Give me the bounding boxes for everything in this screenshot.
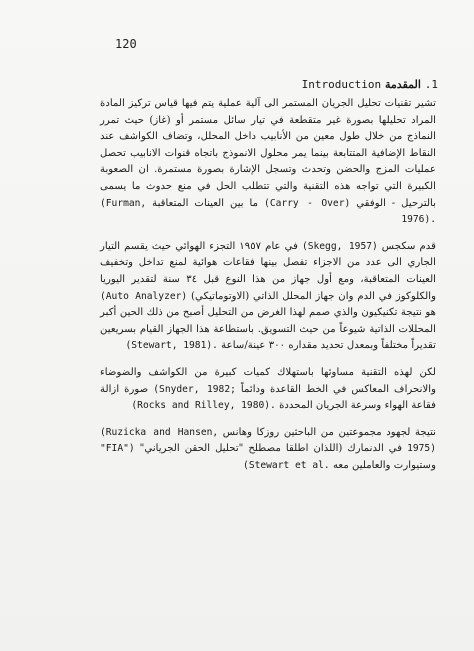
paragraph-3-text: لكن لهذه التقنية مساوئها باستهلاك كميات كبيرة من الكواشف والضوضاء والانحراف المعاكس في الخط القاعدة ودائماً — [100, 366, 436, 395]
paragraph-1-text: تشير تقنيات تحليل الجريان المستمر الى آلية عملية يتم فيها قياس تركيز المادة المراد تحليلها بصورة غير متقطعة في تيار سائل مستمر أو (غاز) حيث تمرر النماذج من خلال طول معين من الأنابيب داخل المحلل، وتضاف الكواشف عند النقاط الإضافية المتتابعة بينما يمر محلول الانموذج باتجاه قنوات الانابيب تحصل عمليات المزج والحضن وتحدث وتسجل الإشارة بصورة مستمرة. ان الصعوبة الكبيرة التي تواجه هذه التقنية والتي تتطلب الحل في منع حدوث ما يسمى بالترحيل - الوفقي — [100, 98, 436, 209]
heading-english: Introduction — [301, 78, 382, 91]
paragraph-3-citation-a: (Snyder, 1982; — [153, 383, 236, 395]
paragraph-4 — [100, 425, 436, 475]
paragraph-4-text-end: وستيوارت والعاملين معه — [332, 459, 436, 471]
heading-arabic: المقدمة — [385, 78, 421, 91]
paragraph-2-text-before: قدم سكجس — [381, 240, 436, 252]
heading-number: 1. — [424, 78, 438, 91]
paragraph-3-citation: (Rocks and Rilley, 1980). — [131, 400, 276, 412]
paragraph-4-latin: "FIA") — [100, 443, 135, 455]
paragraph-1-text-after: ما بين العينات المتعاقبة — [152, 197, 259, 209]
paragraph-4-text: نتيجة لجهود مجموعتين من الباحثين روزكا وهانس — [222, 426, 436, 438]
paragraph-2 — [100, 239, 436, 355]
paragraph-2-citation: (Stewart, 1981). — [125, 340, 218, 352]
body-text — [100, 96, 436, 482]
page-number: 120 — [115, 37, 137, 51]
paragraph-4-text-after: في الدنمارك (اللذان اطلقا مصطلح "تحليل الحقن الجرياني" — [139, 443, 403, 455]
paragraph-1 — [100, 96, 436, 229]
paragraph-4-citation: (Stewart et al. — [243, 459, 330, 471]
paragraph-2-citation-a: (Skegg, 1957) — [301, 240, 378, 252]
paragraph-2-text: في عام ١٩٥٧ التجزء الهوائي حيث يقسم التيار الجاري الى عدد من الاجزاء تفصل بينها فقاعات هوائية لمنع تداخل وتخفيف العينات المتعاقبة، ومع أول جهاز من هذا النوع قبل ٣٤ سنة لتقدير اليوريا والكلوكوز في الدم وان جهاز المحلل الذاتي (الاوتوماتيكي) — [100, 240, 437, 302]
paragraph-2-text-after: هو نتيجة تكنيكيون والذي صمم لهذا الغرض من التحليل أصبح من ذلك الحين أكبر المحللات الذاتية شيوعاً من حيث التسويق. باستطاعة هذا الجهاز القيام بسريعين تقديراً مختلفاً وبمعدل تحديد مقداره ٣٠٠ عينة/ساعة — [100, 307, 436, 352]
paragraph-4-citation-a: (Ruzicka and Hansen, 1975) — [100, 426, 436, 455]
section-heading — [288, 78, 438, 91]
paragraph-3-text-after: صورة ازالة فقاعة الهواء وسرعة الجريان المحددة — [100, 383, 436, 412]
paragraph-3 — [100, 365, 436, 415]
paragraph-1-latin: (Carry - Over) — [264, 197, 351, 209]
paragraph-1-citation: (Furman, 1976). — [100, 197, 436, 226]
paragraph-2-latin: (Auto Analyzer) — [100, 290, 188, 302]
